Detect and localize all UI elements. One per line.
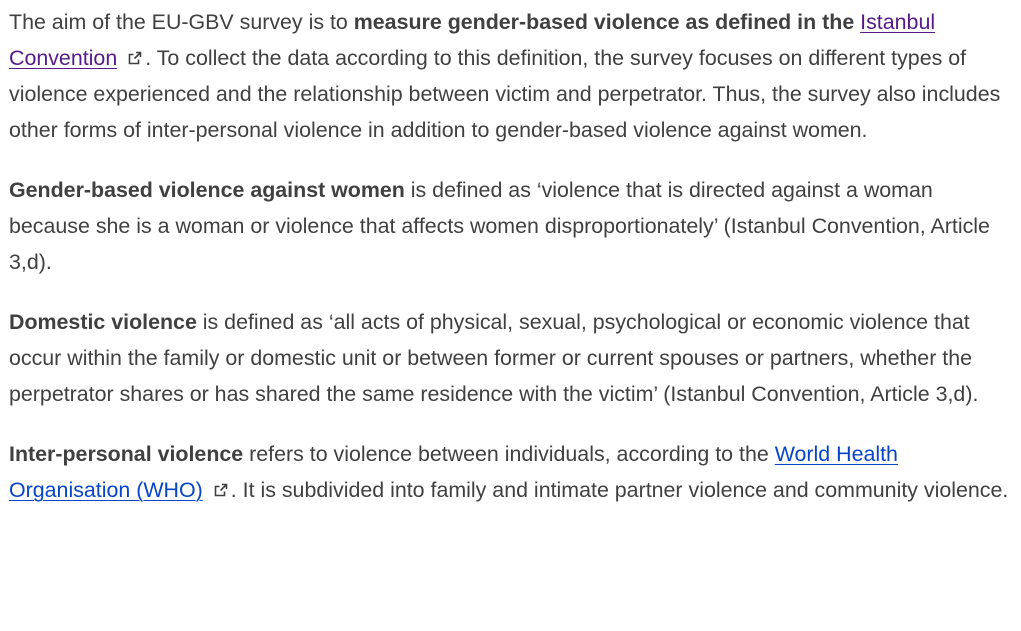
survey-aim-continuation: . To collect the data according to this definition, the survey focuses on different types of violence experienced and the relationship between victim and perpetrator. Thus, the survey also includes other forms of inter-personal violence in addition to gender-based violence against women. (9, 46, 1001, 142)
who-link[interactable]: World Health Organisation (WHO) (9, 442, 898, 502)
inter-personal-violence-text: refers to violence between individuals, according to the (243, 442, 775, 466)
domestic-violence-term: Domestic violence (9, 310, 197, 334)
survey-aim-emphasis: measure gender-based violence as defined in the (353, 10, 855, 34)
gbv-term: Gender-based violence against women (9, 178, 405, 202)
external-link-icon (127, 50, 143, 66)
inter-personal-violence-term: Inter-personal violence (9, 442, 244, 466)
istanbul-convention-link[interactable]: Istanbul Convention (9, 10, 936, 70)
paragraph-survey-aim (9, 4, 1015, 148)
paragraph-domestic-violence-definition (9, 304, 1015, 412)
gbv-definition-text: is defined as ‘violence that is directed against a woman because she is a woman or violence that affects women disproportionately’ (Istanbul Convention, Article 3,d). (9, 178, 990, 274)
inter-personal-violence-continuation: . It is subdivided into family and intimate partner violence and community violence. (230, 478, 1009, 502)
paragraph-gbv-definition (9, 172, 1015, 280)
external-link-icon (213, 482, 229, 498)
paragraph-inter-personal-violence-definition (9, 436, 1015, 508)
survey-aim-text: The aim of the EU-GBV survey is to (9, 10, 354, 34)
domestic-violence-definition-text: is defined as ‘all acts of physical, sexual, psychological or economic violence that occur within the family or domestic unit or between former or current spouses or partners, whether the perpetrator shares or has shared the same residence with the victim’ (Istanbul Convention, Article 3,d). (9, 310, 979, 406)
